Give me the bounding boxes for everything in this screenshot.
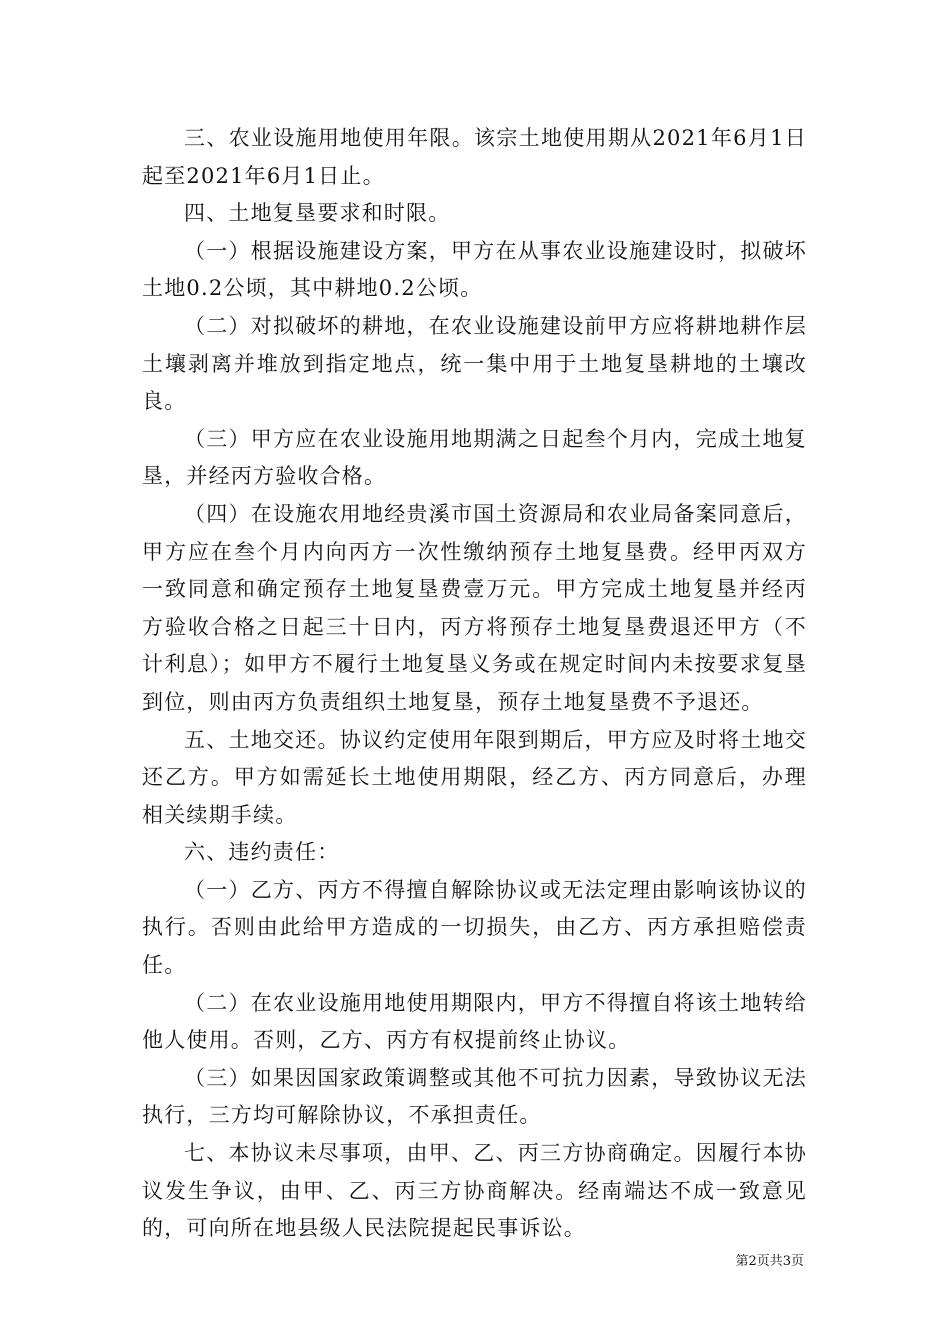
clause-4-item-2: （二）对拟破坏的耕地，在农业设施建设前甲方应将耕地耕作层土壤剥离并堆放到指定地点，统一集中用于土地复垦耕地的土壤改良。	[142, 313, 807, 414]
clause-4-item-3: （三）甲方应在农业设施用地期满之日起叁个月内，完成土地复垦，并经丙方验收合格。	[142, 426, 807, 489]
clause-7-disputes: 七、本协议未尽事项，由甲、乙、丙三方协商确定。因履行本协议发生争议，由甲、乙、丙三方协商解决。经南端达不成一致意见的，可向所在地县级人民法院提起民事诉讼。	[142, 1141, 807, 1241]
clause-4-item-1: （一）根据设施建设方案，甲方在从事农业设施建设时，拟破坏土地0.2公顷，其中耕地0.2公顷。	[142, 238, 807, 301]
document-body	[142, 120, 807, 1248]
page-number: 第2页共3页	[735, 1254, 804, 1269]
clause-4-item-4: （四）在设施农用地经贵溪市国土资源局和农业局备案同意后，甲方应在叁个月内向丙方一次性缴纳预存土地复垦费。经甲丙双方一致同意和确定预存土地复垦费壹万元。甲方完成土地复垦并经丙方验收合格之日起三十日内，丙方将预存土地复垦费退还甲方（不计利息）；如甲方不履行土地复垦义务或在规定时间内未按要求复垦到位，则由丙方负责组织土地复垦，预存土地复垦费不予退还。	[142, 501, 807, 714]
clause-3-term: 三、农业设施用地使用年限。该宗土地使用期从2021年6月1日起至2021年6月1日止。	[142, 126, 807, 188]
clause-6-item-1: （一）乙方、丙方不得擅自解除协议或无法定理由影响该协议的执行。否则由此给甲方造成的一切损失，由乙方、丙方承担赔偿责任。	[142, 877, 807, 978]
clause-5-land-return: 五、土地交还。协议约定使用年限到期后，甲方应及时将土地交还乙方。甲方如需延长土地使用期限，经乙方、丙方同意后，办理相关续期手续。	[142, 727, 807, 827]
clause-6-item-3: （三）如果因国家政策调整或其他不可抗力因素，导致协议无法执行，三方均可解除协议，不承担责任。	[142, 1065, 807, 1128]
clause-6-item-2: （二）在农业设施用地使用期限内，甲方不得擅自将该土地转给他人使用。否则，乙方、丙方有权提前终止协议。	[142, 990, 807, 1053]
clause-4-heading: 四、土地复垦要求和时限。	[184, 201, 451, 226]
clause-6-heading: 六、违约责任：	[184, 840, 340, 865]
